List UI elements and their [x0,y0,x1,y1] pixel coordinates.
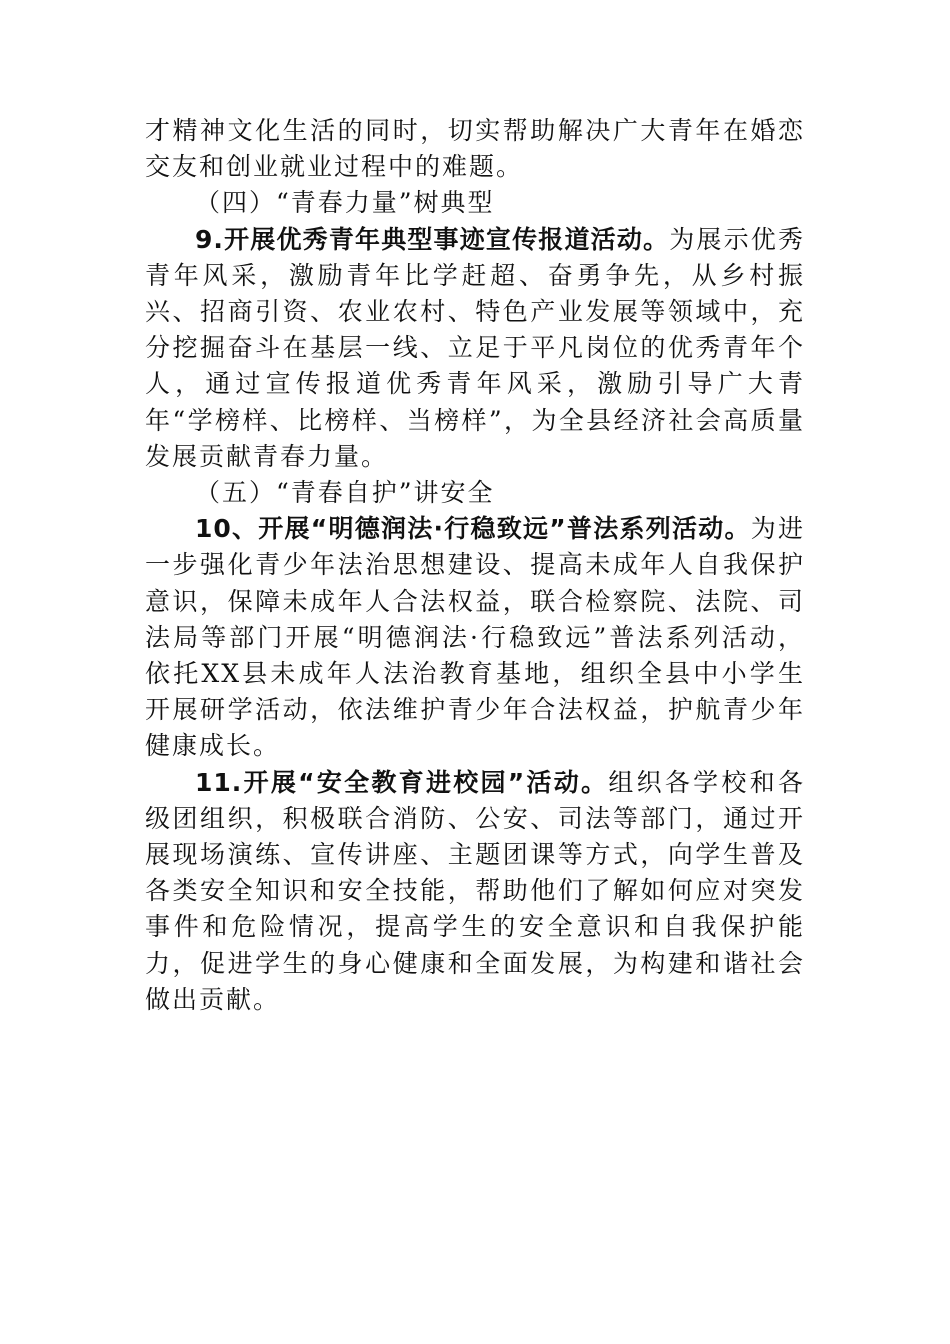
paragraph-item-9 [145,222,805,475]
paragraph-continuation: 才精神文化生活的同时，切实帮助解决广大青年在婚恋交友和创业就业过程中的难题。 [145,116,805,182]
item-10-body: 为进一步强化青少年法治思想建设、提高未成年人自我保护意识，保障未成年人合法权益，联合检察院、法院、司法局等部门开展“明德润法·行稳致远”普法系列活动，依托XX县未成年人法治教育基地，组织全县中小学生开展研学活动，依法维护青少年合法权益，护航青少年健康成长。 [145,514,805,761]
item-9-body: 为展示优秀青年风采，激励青年比学赶超、奋勇争先，从乡村振兴、招商引资、农业农村、特色产业发展等领域中，充分挖掘奋斗在基层一线、立足于平凡岗位的优秀青年个人，通过宣传报道优秀青年风采，激励引导广大青年“学榜样、比榜样、当榜样”，为全县经济社会高质量发展贡献青春力量。 [145,224,805,471]
item-11-body: 组织各学校和各级团组织，积极联合消防、公安、司法等部门，通过开展现场演练、宣传讲座、主题团课等方式，向学生普及各类安全知识和安全技能，帮助他们了解如何应对突发事件和危险情况，提高学生的安全意识和自我保护能力，促进学生的身心健康和全面发展，为构建和谐社会做出贡献。 [145,767,805,1014]
paragraph-item-10 [145,511,805,764]
item-10-lead: 10、开展“明德润法·行稳致远”普法系列活动。 [195,514,751,544]
document-body [145,113,805,1018]
item-9-lead: 9.开展优秀青年典型事迹宣传报道活动。 [195,224,670,254]
section-heading-4: （四）“青春力量”树典型 [195,188,495,218]
item-11-lead: 11.开展“安全教育进校园”活动。 [195,767,609,797]
paragraph-item-11 [145,765,805,1018]
section-heading-5: （五）“青春自护”讲安全 [195,478,495,508]
